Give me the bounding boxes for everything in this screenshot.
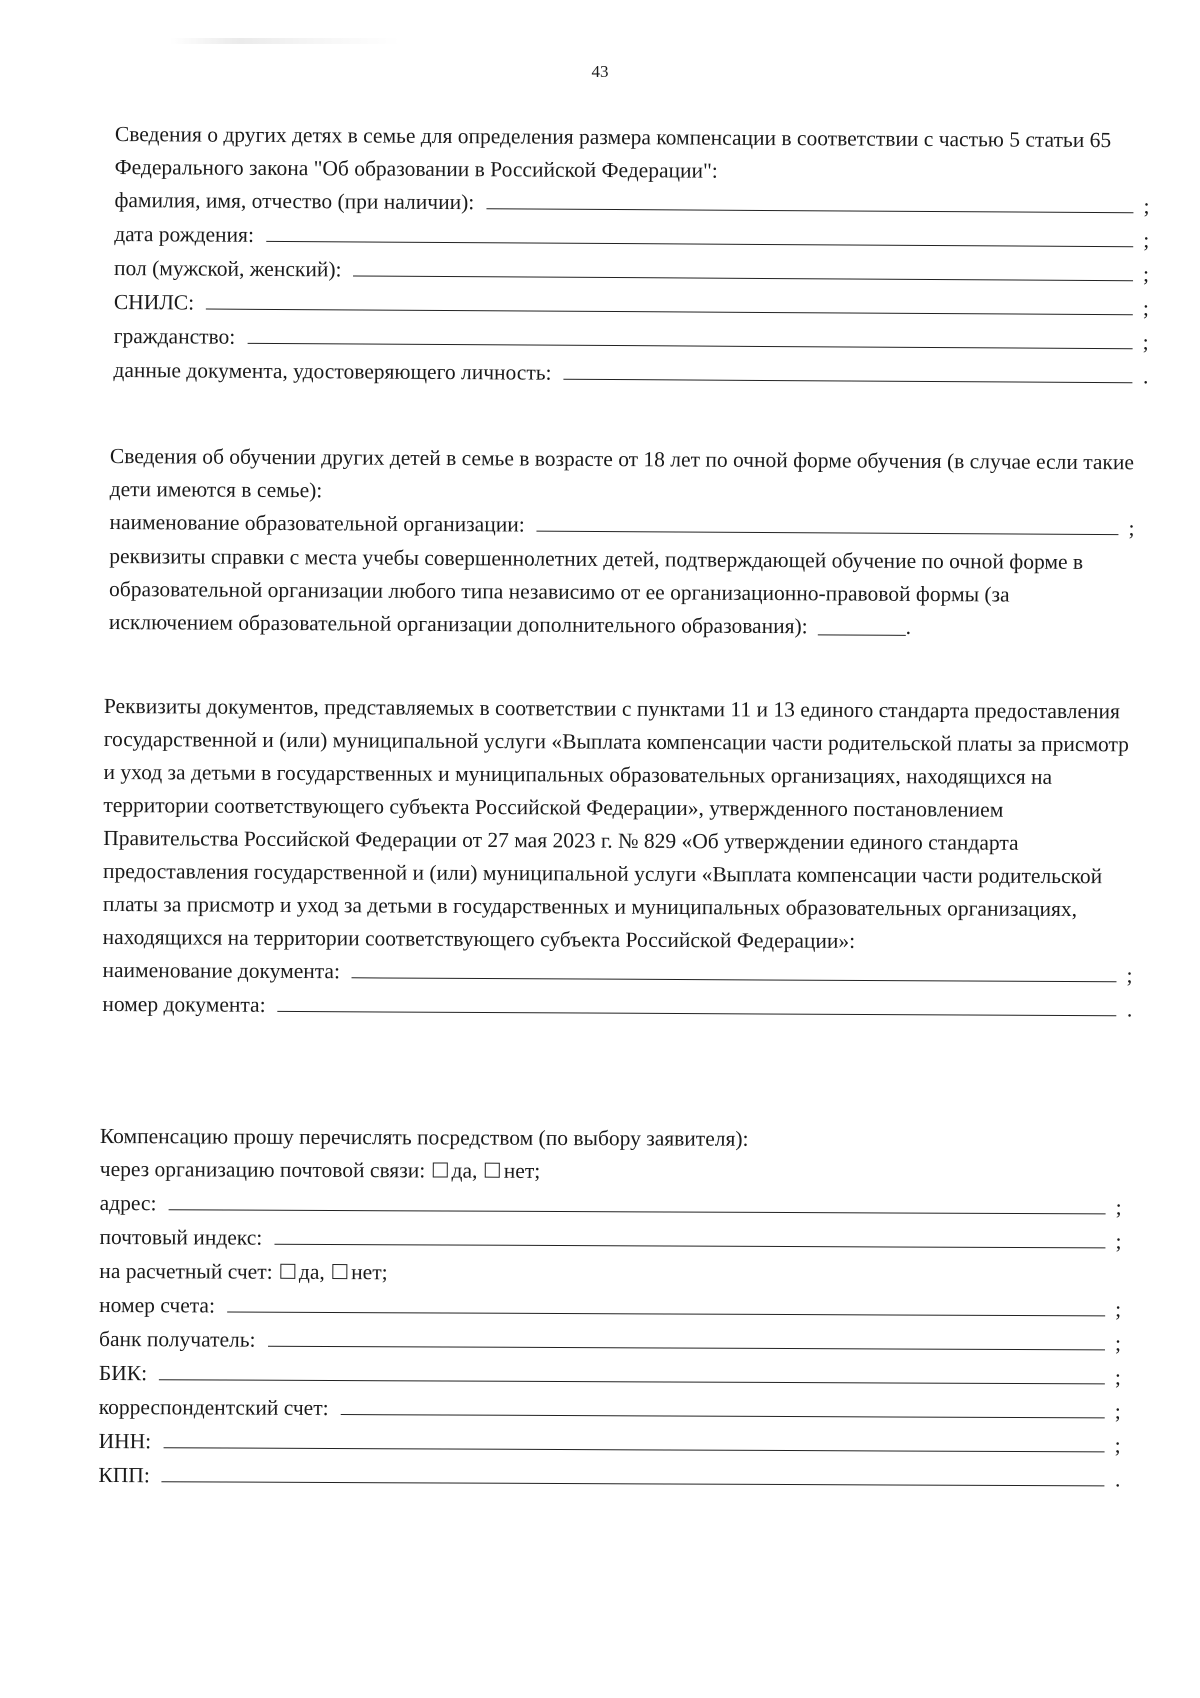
page-number: 43 <box>591 62 609 81</box>
input-line[interactable] <box>227 1292 1105 1317</box>
input-line[interactable] <box>206 289 1133 316</box>
input-line[interactable] <box>247 323 1132 349</box>
section-intro: Сведения об обучении других детей в семье в возрасте от 18 лет по очной форме обучения (в случае если такие дети имеются в семье): <box>109 443 1135 503</box>
form-field-inn[interactable]: ИНН: ; <box>99 1425 1121 1463</box>
section-education <box>109 440 1135 645</box>
form-field-citizenship[interactable]: гражданство: ; <box>114 320 1149 360</box>
form-field-document-number[interactable]: номер документа: . <box>102 988 1132 1027</box>
section-other-children <box>113 118 1150 394</box>
section-intro: Реквизиты документов, представляемых в соответствии с пунктами 11 и 13 единого стандарта предоставления государственной и (или) муниципальной услуги «Выплата компенсации части родительской платы за присмотр и уход за детьми в государственных и муниципальных образовательных организациях, находящихся на территории соответствующего субъекта Российской Федерации», утвержденного постановлением Правительства Российской Федерации от 27 мая 2023 г. № 829 «Об утверждении единого стандарта предоставления государственной и (или) муниципальной услуги «Выплата компенсации части родительской платы за присмотр и уход за детьми в государственных и муниципальных образовательных организациях, находящихся на территории соответствующего субъекта Российской Федерации»: <box>102 693 1130 953</box>
field-label: наименование документа: <box>102 957 341 984</box>
field-label: почтовый индекс: <box>99 1224 263 1250</box>
form-field-document-name[interactable]: наименование документа: ; <box>102 954 1132 993</box>
form-field-gender[interactable]: пол (мужской, женский): ; <box>114 252 1149 292</box>
field-label: ИНН: <box>98 1428 152 1454</box>
field-label: номер документа: <box>102 991 266 1017</box>
form-field-organization[interactable]: наименование образовательной организации: ; <box>109 506 1134 546</box>
field-label: адрес: <box>99 1190 157 1216</box>
postal-yes-checkbox[interactable] <box>433 1162 448 1177</box>
input-line[interactable] <box>818 614 906 636</box>
field-label: пол (мужской, женский): <box>114 255 342 282</box>
scan-artifact <box>170 38 400 44</box>
input-line[interactable] <box>162 1461 1105 1486</box>
input-line[interactable] <box>274 1224 1105 1249</box>
input-line[interactable] <box>564 359 1133 383</box>
section-documents <box>102 690 1134 1027</box>
input-line[interactable] <box>268 1326 1106 1351</box>
field-label: корреспондентский счет: <box>98 1394 329 1421</box>
form-field-correspondent-account[interactable]: корреспондентский счет: ; <box>99 1391 1121 1429</box>
field-label: банк получатель: <box>98 1326 256 1352</box>
account-yes-checkbox[interactable] <box>280 1264 295 1279</box>
form-field-postal-code[interactable]: почтовый индекс: ; <box>99 1221 1121 1259</box>
field-label: гражданство: <box>113 323 236 349</box>
field-label: СНИЛС: <box>113 289 195 315</box>
field-label: номер счета: <box>99 1292 216 1318</box>
postal-option: через организацию почтовой связи: да, нет; <box>99 1156 541 1183</box>
form-field-full-name[interactable]: фамилия, имя, отчество (при наличии): ; <box>114 184 1149 224</box>
input-line[interactable] <box>353 255 1133 281</box>
account-option: на расчетный счет: да, нет; <box>99 1258 388 1285</box>
input-line[interactable] <box>537 511 1119 536</box>
field-label: дата рождения: <box>114 221 255 247</box>
form-field-kpp[interactable]: КПП: . <box>98 1459 1120 1497</box>
certificate-details: реквизиты справки с места учебы совершеннолетних детей, подтверждающей обучение по очной форме в образовательной организации любого типа независимо от ее организационно-правовой формы (за исключением образовательной организации дополнительного образования): . <box>108 543 1084 639</box>
form-field-bik[interactable]: БИК: ; <box>99 1357 1121 1395</box>
field-label: наименование образовательной организации: <box>109 509 525 537</box>
form-field-id-document[interactable]: данные документа, удостоверяющего личность: . <box>113 354 1148 394</box>
form-field-birth-date[interactable]: дата рождения: ; <box>114 218 1149 258</box>
form-field-account-number[interactable]: номер счета: ; <box>99 1289 1121 1327</box>
form-field-address[interactable]: адрес: ; <box>100 1187 1122 1225</box>
form-field-snils[interactable]: СНИЛС: ; <box>114 286 1149 326</box>
postal-no-checkbox[interactable] <box>485 1163 500 1178</box>
input-line[interactable] <box>278 991 1117 1016</box>
section-intro: Сведения о других детях в семье для определения размера компенсации в соответствии с частью 5 статьи 65 Федерального закона "Об образовании в Российской Федерации": <box>114 121 1112 183</box>
input-line[interactable] <box>352 957 1117 982</box>
input-line[interactable] <box>168 1189 1105 1214</box>
section-payment-method <box>98 1120 1122 1497</box>
input-line[interactable] <box>163 1427 1105 1452</box>
input-line[interactable] <box>341 1394 1105 1418</box>
field-label: фамилия, имя, отчество (при наличии): <box>114 187 475 215</box>
input-line[interactable] <box>159 1359 1105 1384</box>
input-line[interactable] <box>486 188 1133 213</box>
field-label: КПП: <box>98 1462 150 1488</box>
form-field-bank[interactable]: банк получатель: ; <box>99 1323 1121 1361</box>
section-intro: Компенсацию прошу перечислять посредством (по выбору заявителя): <box>99 1124 749 1151</box>
account-no-checkbox[interactable] <box>332 1264 347 1279</box>
field-label: БИК: <box>98 1360 148 1386</box>
input-line[interactable] <box>266 221 1133 247</box>
field-label: данные документа, удостоверяющего личность: <box>113 357 552 385</box>
details-text: реквизиты справки с места учебы совершеннолетних детей, подтверждающей обучение по очной форме в образовательной организации любого типа независимо от ее организационно-правовой формы (за исключением образовательной организации дополнительного образования): <box>108 543 1084 639</box>
